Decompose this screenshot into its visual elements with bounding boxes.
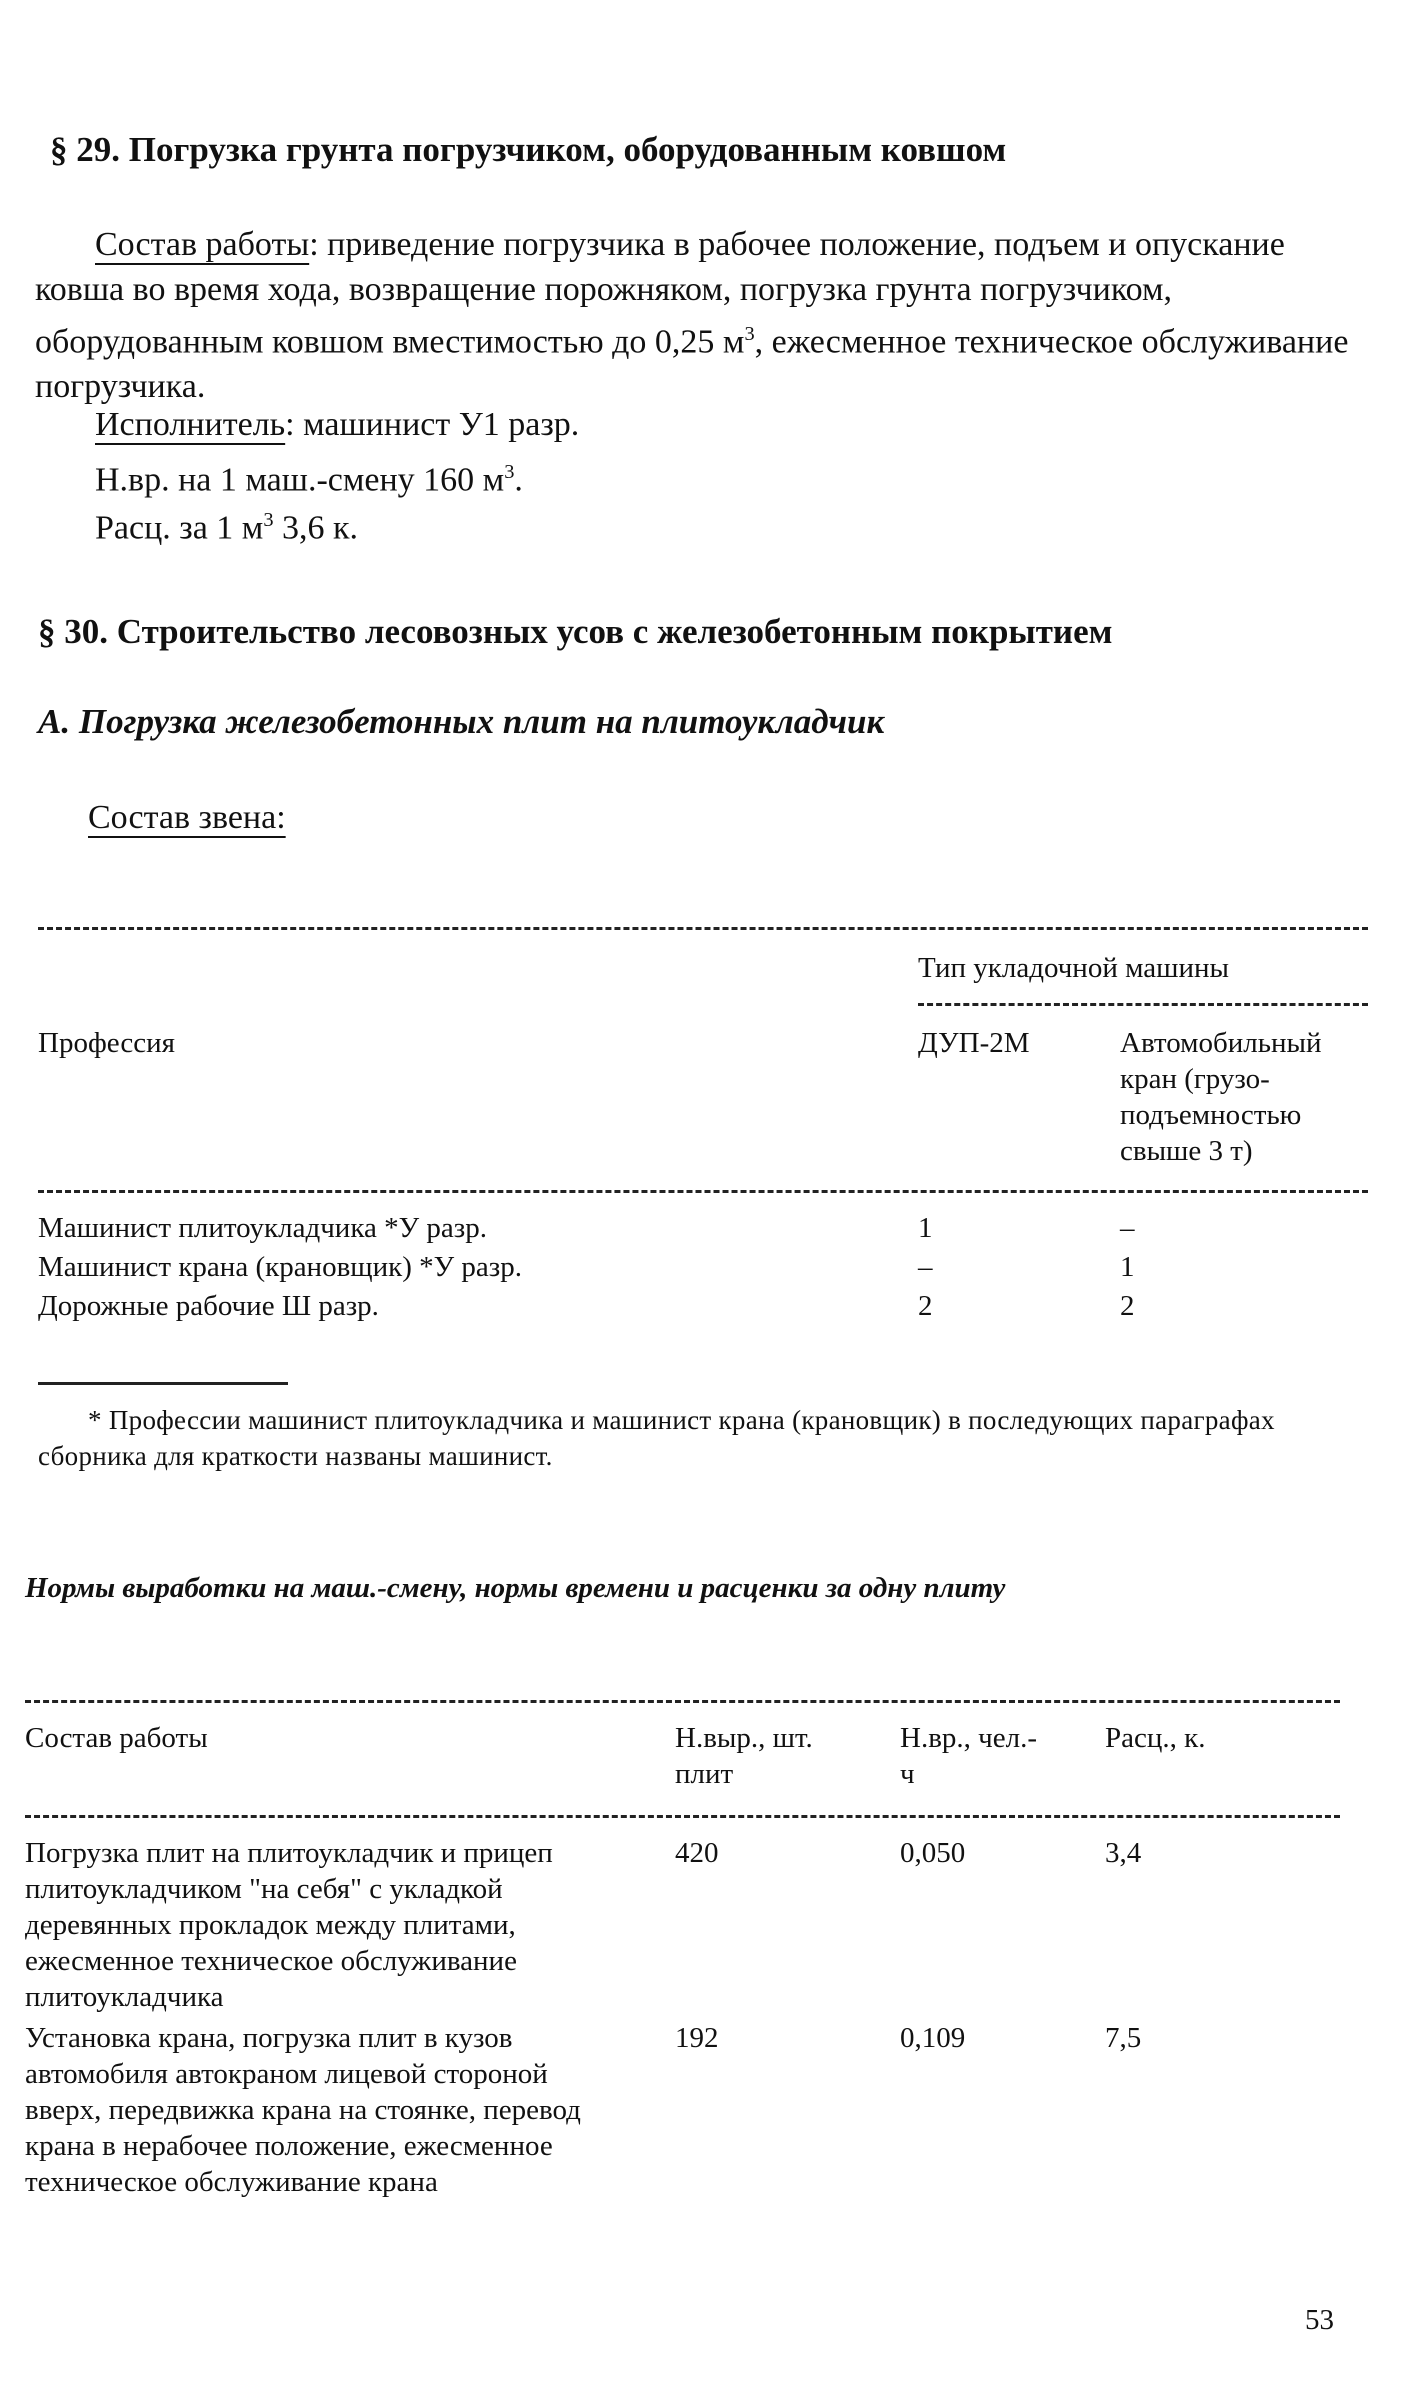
crew-col-profession: Профессия <box>38 1027 175 1059</box>
norm-sup: 3 <box>504 461 515 483</box>
work-composition-text: : приведение погрузчика в рабочее положение, подъем и опускание ковша во время хода, возвращение порожняком, погрузка грунта погрузчиком, оборудованным ковшом вместимостью до 0,25 м <box>35 226 1285 361</box>
performer-text: : машинист У1 разр. <box>285 406 580 443</box>
crew-label <box>88 795 286 840</box>
norms-row-2-time: 0,109 <box>900 2022 966 2054</box>
crew-row-3-profession: Дорожные рабочие Ш разр. <box>38 1290 379 1322</box>
norms-col-work: Состав работы <box>25 1722 208 1754</box>
crew-row-2-crane: 1 <box>1120 1251 1135 1283</box>
crew-col-crane: Автомобильный кран (грузо-подъемностью свыше 3 т) <box>1120 1027 1322 1167</box>
norms-row-2-work: Установка крана, погрузка плит в кузов автомобиля автокраном лицевой стороной вверх, передвижка крана на стоянке, перевод крана в нерабочее положение, ежесменное техническое обслуживание крана <box>25 2022 581 2198</box>
section-29-heading: § 29. Погрузка грунта погрузчиком, оборудованным ковшом <box>50 130 1007 169</box>
performer-line <box>95 402 579 447</box>
page-number: 53 <box>1305 2304 1334 2336</box>
norms-row-2-rate: 7,5 <box>1105 2022 1142 2054</box>
performer-label: Исполнитель <box>95 406 286 443</box>
crew-row-3-crane: 2 <box>1120 1290 1135 1322</box>
crew-row-1-profession: Машинист плитоукладчика *У разр. <box>38 1212 487 1244</box>
section-29-work-composition <box>35 222 1380 409</box>
crew-group-rule <box>918 1003 1368 1006</box>
crew-table-top-rule <box>38 927 1368 930</box>
norm-text: Н.вр. на 1 маш.-смену 160 м <box>95 461 505 499</box>
norms-title: Нормы выработки на маш.-смену, нормы времени и расценки за одну плиту <box>25 1572 1006 1604</box>
rate-sup: 3 <box>263 509 274 531</box>
norms-row-2-output: 192 <box>675 2022 719 2054</box>
section-30-heading: § 30. Строительство лесовозных усов с железобетонным покрытием <box>38 612 1113 651</box>
norms-col-rate: Расц., к. <box>1105 1722 1206 1754</box>
norms-row-1-time: 0,050 <box>900 1837 966 1869</box>
crew-table-header-rule <box>38 1190 1368 1193</box>
crew-row-3-dup: 2 <box>918 1290 933 1322</box>
crew-row-1-dup: 1 <box>918 1212 933 1244</box>
norms-row-1-rate: 3,4 <box>1105 1837 1142 1869</box>
norms-col-output: Н.выр., шт. плит <box>675 1722 813 1790</box>
norm-tail: . <box>514 461 523 499</box>
work-composition-tail: , ежесменное техническое обслуживание погрузчика. <box>35 323 1349 406</box>
section-30-subheading: А. Погрузка железобетонных плит на плитоукладчик <box>38 702 885 741</box>
norms-row-1-output: 420 <box>675 1837 719 1869</box>
norms-table-header-rule <box>25 1815 1340 1818</box>
rate-line <box>95 498 358 550</box>
norm-line <box>95 450 523 502</box>
crew-row-2-dup: – <box>918 1251 933 1283</box>
footnote-rule <box>38 1382 288 1385</box>
crew-row-2-profession: Машинист крана (крановщик) *У разр. <box>38 1251 522 1283</box>
rate-text-a: Расц. за 1 м <box>95 509 264 547</box>
crew-group-header: Тип укладочной машины <box>918 952 1229 984</box>
work-composition-sup: 3 <box>744 323 755 345</box>
crew-label-text: Состав звена: <box>88 799 286 836</box>
footnote: * Профессии машинист плитоукладчика и машинист крана (крановщик) в последующих параграфах сборника для краткости названы машинист. <box>38 1405 1275 1471</box>
rate-text-b: 3,6 к. <box>273 509 359 547</box>
crew-row-1-crane: – <box>1120 1212 1135 1244</box>
norms-col-time: Н.вр., чел.-ч <box>900 1722 1037 1790</box>
work-composition-label: Состав работы <box>95 226 310 263</box>
crew-col-dup: ДУП-2М <box>918 1027 1030 1059</box>
norms-table-top-rule <box>25 1700 1340 1703</box>
norms-row-1-work: Погрузка плит на плитоукладчик и прицеп плитоукладчиком "на себя" с укладкой деревянных прокладок между плитами, ежесменное техническое обслуживание плитоукладчика <box>25 1837 553 2013</box>
